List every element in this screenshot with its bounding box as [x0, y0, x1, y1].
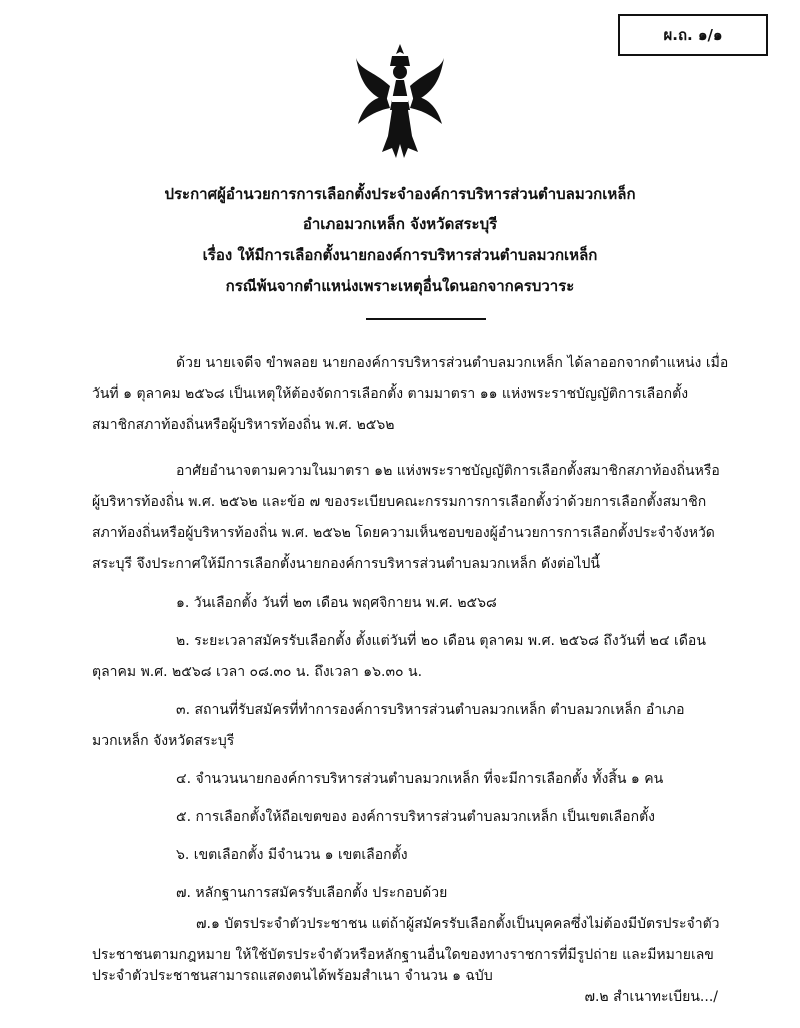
- item-7-1-line-2: ประชาชนตามกฎหมาย ให้ใช้บัตรประจำตัวหรือหลักฐานอื่นใดของทางราชการที่มีรูปถ่าย และมีหมายเลข: [92, 947, 714, 963]
- para1-line-3: สมาชิกสภาท้องถิ่นหรือผู้บริหารท้องถิ่น พ.ศ. ๒๕๖๒: [92, 417, 395, 433]
- item-1: ๑. วันเลือกตั้ง วันที่ ๒๓ เดือน พฤศจิกายน พ.ศ. ๒๕๖๘: [176, 595, 497, 611]
- item-7-1-line-3: ประจำตัวประชาชนสามารถแสดงตนได้พร้อมสำเนา จำนวน ๑ ฉบับ: [92, 968, 493, 984]
- form-code-box: [618, 14, 768, 56]
- heading-line-2: อำเภอมวกเหล็ก จังหวัดสระบุรี: [302, 215, 498, 233]
- para2-line-1: อาศัยอำนาจตามความในมาตรา ๑๒ แห่งพระราชบัญญัติการเลือกตั้งสมาชิกสภาท้องถิ่นหรือ: [176, 463, 720, 479]
- para2-line-4: สระบุรี จึงประกาศให้มีการเลือกตั้งนายกองค์การบริหารส่วนตำบลมวกเหล็ก ดังต่อไปนี้: [92, 556, 600, 572]
- form-code: ผ.ถ. ๑/๑: [663, 26, 723, 44]
- heading-divider: [366, 318, 486, 320]
- item-3-line-2: มวกเหล็ก จังหวัดสระบุรี: [92, 733, 235, 749]
- para2-line-3: สภาท้องถิ่นหรือผู้บริหารท้องถิ่น พ.ศ. ๒๕๖๒ โดยความเห็นชอบของผู้อำนวยการการเลือกตั้งประจำจังหวัด: [92, 525, 715, 541]
- heading-line-3: เรื่อง ให้มีการเลือกตั้งนายกองค์การบริหารส่วนตำบลมวกเหล็ก: [202, 246, 598, 264]
- item-6: ๖. เขตเลือกตั้ง มีจำนวน ๑ เขตเลือกตั้ง: [176, 847, 408, 863]
- continuation-note: ๗.๒ สำเนาทะเบียน.../: [584, 989, 718, 1005]
- item-3-line-1: ๓. สถานที่รับสมัครที่ทำการองค์การบริหารส่วนตำบลมวกเหล็ก ตำบลมวกเหล็ก อำเภอ: [176, 702, 685, 718]
- item-4: ๔. จำนวนนายกองค์การบริหารส่วนตำบลมวกเหล็ก ที่จะมีการเลือกตั้ง ทั้งสิ้น ๑ คน: [176, 771, 664, 787]
- garuda-emblem-icon: [352, 40, 448, 164]
- para1-line-2: วันที่ ๑ ตุลาคม ๒๕๖๘ เป็นเหตุให้ต้องจัดการเลือกตั้ง ตามมาตรา ๑๑ แห่งพระราชบัญญัติการเลือกตั้ง: [92, 386, 689, 402]
- heading-line-4: กรณีพ้นจากตำแหน่งเพราะเหตุอื่นใดนอกจากครบวาระ: [225, 277, 575, 295]
- item-7: ๗. หลักฐานการสมัครรับเลือกตั้ง ประกอบด้วย: [176, 885, 448, 901]
- item-2-line-2: ตุลาคม พ.ศ. ๒๕๖๘ เวลา ๐๘.๓๐ น. ถึงเวลา ๑๖.๓๐ น.: [92, 664, 423, 680]
- para2-line-2: ผู้บริหารท้องถิ่น พ.ศ. ๒๕๖๒ และข้อ ๗ ของระเบียบคณะกรรมการการเลือกตั้งว่าด้วยการเลือกตั้งสมาชิก: [92, 494, 707, 510]
- para1-line-1: ด้วย นายเจดีจ ขำพลอย นายกองค์การบริหารส่วนตำบลมวกเหล็ก ได้ลาออกจากตำแหน่ง เมื่อ: [176, 355, 729, 371]
- item-2-line-1: ๒. ระยะเวลาสมัครรับเลือกตั้ง ตั้งแต่วันที่ ๒๐ เดือน ตุลาคม พ.ศ. ๒๕๖๘ ถึงวันที่ ๒๔ เดือน: [176, 633, 706, 649]
- item-7-1-line-1: ๗.๑ บัตรประจำตัวประชาชน แต่ถ้าผู้สมัครรับเลือกตั้งเป็นบุคคลซึ่งไม่ต้องมีบัตรประจำตัว: [196, 916, 720, 932]
- item-5: ๕. การเลือกตั้งให้ถือเขตของ องค์การบริหารส่วนตำบลมวกเหล็ก เป็นเขตเลือกตั้ง: [176, 809, 656, 825]
- heading-line-1: ประกาศผู้อำนวยการการเลือกตั้งประจำองค์การบริหารส่วนตำบลมวกเหล็ก: [164, 185, 636, 203]
